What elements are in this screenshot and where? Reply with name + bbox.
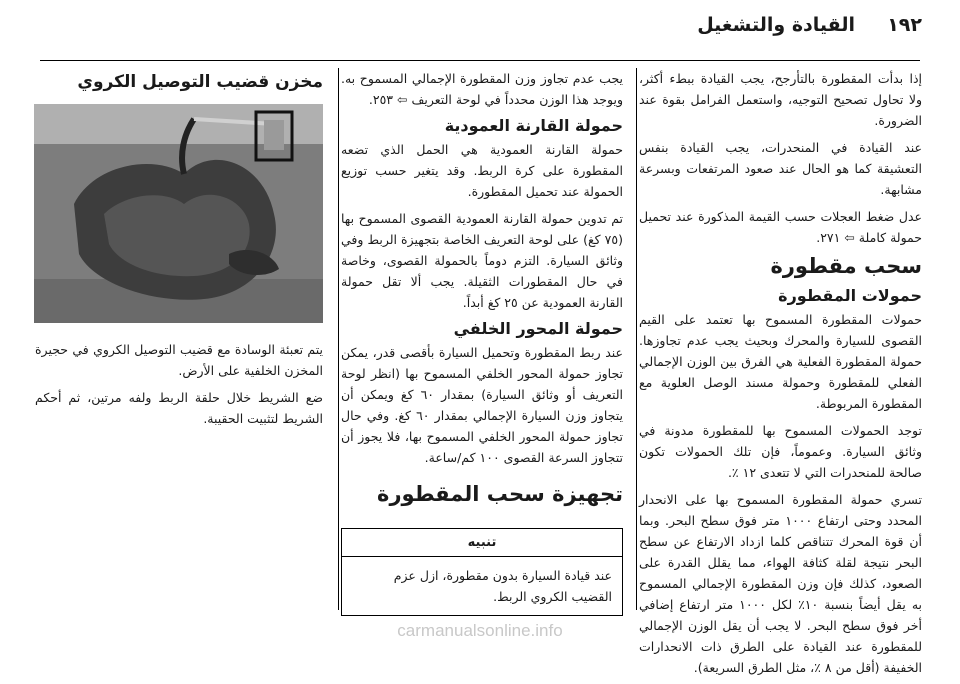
section-heading: تجهيزة سحب المقطورة — [377, 482, 623, 506]
subsection-heading: حمولات المقطورة — [778, 286, 922, 305]
watermark-text: carmanualsonline.info — [397, 621, 563, 640]
page-header — [0, 0, 960, 60]
paragraph: حمولات المقطورة المسموح بها تعتمد على القيم القصوى للسيارة والمحرك وبحيث يجب عدم تجاوزها. حمولة المقطورة الفعلية هي الفرق بين الوزن الإجمالي الفعلي للمقطورة وحمولة مسند الوصل العلوية مع المقطورة المربوطة. — [639, 312, 922, 411]
watermark-logo — [0, 618, 960, 642]
column-right — [639, 68, 922, 684]
caution-title: تنبيه — [342, 529, 622, 557]
page-title: القيادة والتشغيل — [697, 14, 855, 36]
paragraph: ضع الشريط خلال حلقة الربط ولفه مرتين، ثم أحكم الشريط لتثبيت الحقيبة. — [35, 390, 323, 426]
caution-text: عند قيادة السيارة بدون مقطورة، ازل عزم القضيب الكروي الربط. — [393, 568, 612, 604]
paragraph: عدل ضغط العجلات حسب القيمة المذكورة عند تحميل حمولة كاملة ⇦ ٢٧١. — [639, 209, 922, 245]
page-footer — [0, 618, 960, 642]
caution-box — [341, 528, 623, 616]
column-divider — [636, 68, 637, 610]
section-heading: مخزن قضيب التوصيل الكروي — [77, 72, 323, 92]
paragraph: عند ربط المقطورة وتحميل السيارة بأقصى قدر، يمكن تجاوز حمولة المحور الخلفي المسموح بها (انظر لوحة التعريف أو وثائق السيارة) بمقدار ٦٠ كغ ويمكن أن يتجاوز وزن السيارة الإجمالي بمقدار ٦٠ كغ. وفي حال تجاوز حمولة المحور الخلفي المسموح بها، فلا يجوز أن تتجاوز السرعة القصوى ١٠٠ كم/ساعة. — [341, 345, 623, 465]
subsection-heading: حمولة المحور الخلفي — [453, 319, 623, 338]
paragraph: يجب عدم تجاوز وزن المقطورة الإجمالي المسموح به. ويوجد هذا الوزن محدداً في لوحة التعريف ⇦ ٢٥٣. — [341, 71, 623, 107]
photo-illustration — [34, 104, 323, 323]
column-left — [35, 68, 323, 435]
column-divider — [338, 68, 339, 610]
column-middle — [341, 68, 623, 616]
paragraph: حمولة القارنة العمودية هي الحمل الذي تضعه المقطورة على كرة الربط. وقد يتغير حسب توزيع الحمولة عند تحميل المقطورة. — [341, 142, 623, 199]
subsection-heading: حمولة القارنة العمودية — [444, 116, 623, 135]
paragraph: عند القيادة في المنحدرات، يجب القيادة بنفس التعشيقة كما هو الحال عند صعود المرتفعات وبسرعة مشابهة. — [639, 140, 922, 197]
section-heading: سحب مقطورة — [770, 254, 922, 278]
paragraph: تسري حمولة المقطورة المسموح بها على الانحدار المحدد وحتى ارتفاع ١٠٠٠ متر فوق سطح البحر. وبما أن قوة المحرك تتناقص كلما ازداد الارتفاع عن سطح البحر نتيجة لقلة كثافة الهواء، مما يقلل القدرة على الصعود، كذلك فإن وزن المقطورة الإجمالي المسموح به يقل أيضاً بنسبة ١٠٪ لكل ١٠٠٠ متر ارتفاع إضافي أخر فوق سطح البحر. لا يجب أن يقل الوزن الإجمالي للمقطورة عند القيادة على الطرق ذات الانحدارات الخفيفة (أقل من ٨ ٪، مثل الطرق السريعة). — [639, 492, 922, 675]
paragraph: تم تدوين حمولة القارنة العمودية القصوى المسموح بها (٧٥ كغ) على لوحة التعريف الخاصة بتجهيزة الربط وفي وثائق السيارة. التزم دوماً بالحمولة القصوى، وخاصة في حال المقطورات الثقيلة. يجب ألا تقل حمولة القارنة العمودية عن ٢٥ كغ أبداً. — [341, 211, 623, 310]
paragraph: إذا بدأت المقطورة بالتأرجح، يجب القيادة ببطء أكثر، ولا تحاول تصحيح التوجيه، واستعمل الفرامل بقوة عند الضرورة. — [639, 71, 922, 128]
paragraph: توجد الحمولات المسموح بها للمقطورة مدونة في وثائق السيارة. وعموماً، فإن تلك الحمولات تكون صالحة للمنحدرات التي لا تتعدى ١٢ ٪. — [639, 423, 922, 480]
header-rule — [40, 60, 920, 61]
paragraph: يتم تعبئة الوسادة مع قضيب التوصيل الكروي في حجيرة المخزن الخلفية على الأرض. — [35, 342, 323, 378]
page-number: ١٩٢ — [887, 14, 922, 36]
tow-ball-storage-photo — [34, 104, 323, 323]
